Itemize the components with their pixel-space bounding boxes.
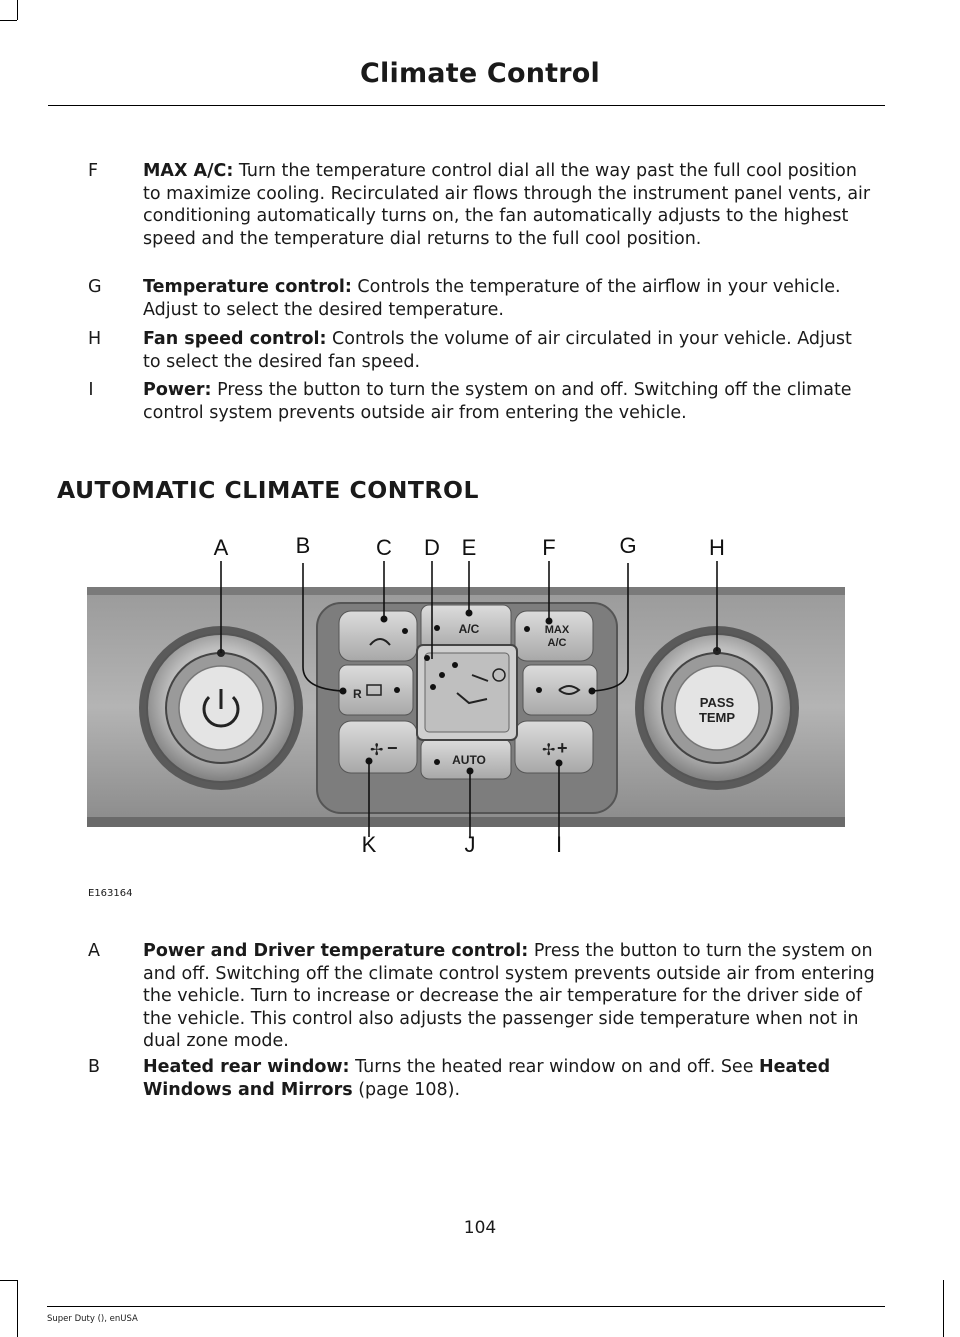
list-item-i [88,379,875,424]
item-text: Turns the heated rear window on and off. See [349,1057,760,1077]
list-item-h [88,328,875,373]
cross-reference-link[interactable]: Heated Windows and Mirrors [143,1057,831,1100]
item-term: Fan speed control: [143,329,327,349]
ac-label: A/C [458,622,480,636]
crop-mark [17,1280,18,1337]
item-term: MAX A/C: [143,161,234,181]
list-item-f [88,160,875,250]
callout-i: I [555,832,563,857]
defrost-button [339,611,417,661]
item-term: Heated rear window: [143,1057,350,1077]
callout-h: H [709,535,725,560]
plus-label: + [557,738,568,758]
auto-label: AUTO [452,753,486,767]
item-term: Power: [143,380,212,400]
list-item-b [88,1056,875,1101]
item-text: Turn the temperature control dial all the way past the full cool position to maximize cooling. Recirculated air flows through the instrument panel vents, air conditioning automatically turns on, the fan automatically adjusts to the highest speed and the temperature dial returns to the full cool position. [143,161,871,249]
item-text: Press the button to turn the system on and off. Switching off the climate control system prevents outside air from entering the vehicle. Turn to increase or decrease the air temperature for the driver side of the vehicle. This control also adjusts the passenger side temperature when not in dual zone mode. [143,941,875,1052]
max-ac-button [515,611,593,661]
callout-e: E [461,535,477,560]
header-rule [48,105,885,106]
page-title: Climate Control [360,58,600,89]
footer-rule [47,1306,885,1307]
crop-mark [0,20,17,21]
callout-a: A [213,535,229,560]
footer-text: Super Duty (), enUSA [47,1314,138,1324]
item-letter: I [88,380,94,400]
crop-mark [17,0,18,20]
item-term: Power and Driver temperature control: [143,941,529,961]
list-item-a [88,940,875,1053]
pass-label: PASS [699,695,735,710]
item-text: Controls the volume of air circulated in your vehicle. Adjust to select the desired fan speed. [143,329,852,372]
rear-defrost-button [339,665,413,715]
temp-label: TEMP [698,710,736,725]
item-letter: F [88,161,99,181]
rear-label: R [353,687,362,701]
callout-b: B [295,533,311,558]
item-text: Controls the temperature of the airflow in your vehicle. Adjust to select the desired temperature. [143,277,841,320]
item-letter: G [88,277,102,297]
climate-control-panel-illustration [87,525,845,865]
callout-d: D [424,535,440,560]
minus-label: − [387,738,398,758]
fan-icon: ✢ [370,740,384,759]
crop-mark [943,1280,944,1337]
max-ac-label: A/C [547,637,567,649]
item-term: Temperature control: [143,277,352,297]
page-number: 104 [463,1218,497,1238]
callout-g: G [619,533,637,558]
callout-c: C [376,535,392,560]
max-label: MAX [544,624,570,636]
page-reference: (page 108). [352,1079,461,1100]
callout-k: K [361,832,377,857]
list-item-g [88,276,875,321]
callout-j: J [464,832,476,857]
fan-icon: ✢ [542,740,556,759]
item-letter: H [88,329,102,349]
crop-mark [0,1280,17,1281]
callout-f: F [542,535,556,560]
section-heading: AUTOMATIC CLIMATE CONTROL [57,476,479,504]
item-text: Press the button to turn the system on and off. Switching off the climate control system prevents outside air from entering the vehicle. [143,380,852,423]
item-letter: A [88,941,100,961]
figure-code: E163164 [88,888,133,899]
item-letter: B [88,1057,101,1077]
